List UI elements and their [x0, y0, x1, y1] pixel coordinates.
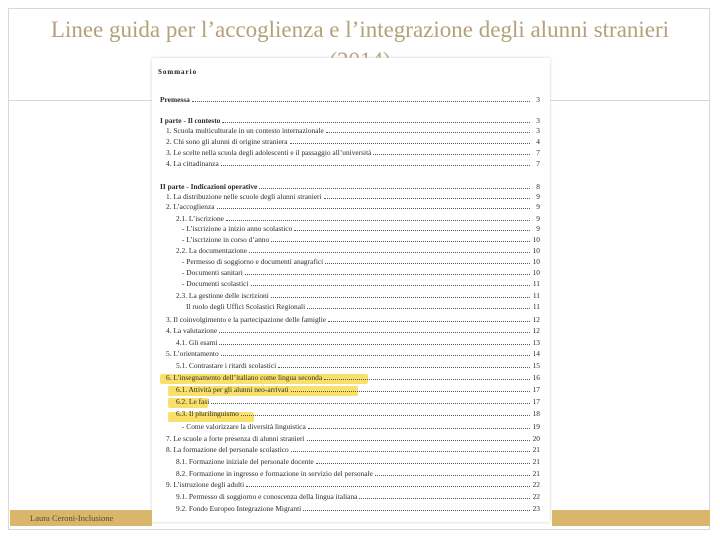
toc-dot-leader — [316, 463, 530, 464]
toc-dot-leader — [249, 252, 530, 253]
toc-entry — [160, 115, 540, 125]
toc-entry-title: 2. Chi sono gli alunni di origine straniera — [166, 137, 288, 146]
toc-dot-leader — [217, 208, 530, 209]
toc-entry — [166, 325, 540, 335]
toc-entry-page: 12 — [532, 315, 540, 324]
toc-entry-title: 8.1. Formazione iniziale del personale docente — [176, 457, 314, 466]
toc-entry — [166, 191, 540, 201]
toc-entry-title: 2.1. L’iscrizione — [176, 214, 224, 223]
toc-entry — [176, 396, 540, 406]
toc-dot-leader — [259, 188, 530, 189]
toc-entry-title: 9.1. Permesso di soggiorno e conoscenza della lingua italiana — [176, 492, 358, 501]
toc-dot-leader — [324, 198, 530, 199]
toc-entry — [176, 408, 540, 418]
toc-entry — [160, 181, 540, 191]
toc-entry-page: 11 — [532, 291, 540, 300]
toc-dot-leader — [221, 355, 530, 356]
toc-entry-title: 9.2. Fondo Europeo Integrazione Migranti — [176, 504, 302, 513]
footer-author: Laura Ceroni-Inclusione — [10, 510, 152, 526]
toc-entry-title: - Permesso di soggiorno e documenti anagrafici — [182, 257, 324, 266]
toc-entry — [166, 479, 540, 489]
toc-entry — [166, 147, 540, 157]
toc-entry-title: 6.3. Il plurilinguismo — [176, 409, 239, 418]
toc-entry-page: 14 — [532, 349, 540, 358]
toc-entry — [176, 360, 540, 370]
toc-entry-page: 23 — [532, 504, 540, 513]
toc-entry-page: 17 — [532, 385, 540, 394]
toc-entry-page: 17 — [532, 397, 540, 406]
toc-dot-leader — [308, 428, 530, 429]
toc-entry — [176, 468, 540, 478]
slide-title: Linee guida per l’accoglienza e l’integrazione degli alunni stranieri — [50, 17, 670, 42]
toc-entry-title: 6. L’insegnamento dell’italiano come lingua seconda — [166, 373, 323, 382]
toc-entry — [176, 213, 540, 223]
toc-entry-page: 22 — [532, 492, 540, 501]
toc-dot-leader — [245, 274, 530, 275]
toc-entry-page: 21 — [532, 445, 540, 454]
toc-entry — [166, 158, 540, 168]
toc-entry-page: 22 — [532, 480, 540, 489]
toc-entry-title: 3. Le scelte nella scuola degli adolescenti e il passaggio all’università — [166, 148, 372, 157]
toc-entry — [186, 301, 540, 311]
toc-entry — [176, 337, 540, 347]
toc-entry — [166, 125, 540, 135]
toc-dot-leader — [219, 344, 530, 345]
toc-entry — [182, 421, 540, 431]
toc-dot-leader — [375, 475, 530, 476]
toc-entry — [166, 433, 540, 443]
toc-entry-title: I parte - Il contesto — [160, 116, 221, 125]
toc-entry-title: 5.1. Contrastare i ritardi scolastici — [176, 361, 277, 370]
toc-entry-title: Premessa — [160, 95, 190, 104]
toc-entry-title: 4. La cittadinanza — [166, 159, 219, 168]
toc-entry-page: 15 — [532, 361, 540, 370]
toc-entry-title: 1. La distribuzione nelle scuole degli alunni stranieri — [166, 192, 322, 201]
toc-entry-page: 20 — [532, 434, 540, 443]
toc-entry-page: 10 — [532, 257, 540, 266]
toc-dot-leader — [278, 367, 530, 368]
toc-entry-title: 1. Scuola multiculturale in un contesto internazionale — [166, 126, 324, 135]
toc-dot-leader — [251, 285, 531, 286]
toc-entry-page: 7 — [536, 159, 540, 168]
toc-entry-title: 8.2. Formazione in ingresso e formazione in servizio del personale — [176, 469, 373, 478]
toc-entry-page: 13 — [532, 338, 540, 347]
toc-entry-page: 10 — [532, 246, 540, 255]
toc-dot-leader — [303, 510, 530, 511]
toc-dot-leader — [307, 440, 530, 441]
toc-entry-page: 10 — [532, 235, 540, 244]
toc-entry-page: 3 — [536, 116, 540, 125]
toc-entry-page: 7 — [536, 148, 540, 157]
toc-entry — [166, 136, 540, 146]
document-heading: Sommario — [158, 68, 198, 76]
toc-entry-title: 8. La formazione del personale scolastico — [166, 445, 289, 454]
document-scan — [152, 58, 550, 522]
toc-entry — [166, 444, 540, 454]
toc-entry-page: 18 — [532, 409, 540, 418]
toc-dot-leader — [291, 391, 530, 392]
toc-entry — [166, 348, 540, 358]
toc-entry-title: - Come valorizzare la diversità linguistica — [182, 422, 306, 431]
toc-dot-leader — [226, 220, 530, 221]
toc-entry-title: 4. La valutazione — [166, 326, 218, 335]
toc-entry — [182, 223, 540, 233]
toc-dot-leader — [221, 165, 530, 166]
toc-entry-title: 3. Il coinvolgimento e la partecipazione delle famiglie — [166, 315, 327, 324]
toc-dot-leader — [192, 101, 530, 102]
toc-entry-page: 16 — [532, 373, 540, 382]
toc-entry-title: 4.1. Gli esami — [176, 338, 218, 347]
toc-dot-leader — [326, 132, 530, 133]
toc-entry-page: 9 — [536, 214, 540, 223]
toc-entry — [176, 245, 540, 255]
toc-entry-title: - L’iscrizione a inizio anno scolastico — [182, 224, 293, 233]
toc-dot-leader — [359, 498, 530, 499]
toc-dot-leader — [246, 486, 530, 487]
toc-entry-title: 6.2. Le fasi — [176, 397, 210, 406]
toc-entry-title: 9. L’istruzione degli adulti — [166, 480, 245, 489]
toc-dot-leader — [211, 403, 530, 404]
toc-entry — [182, 267, 540, 277]
toc-entry-title: 5. L’orientamento — [166, 349, 219, 358]
toc-entry-title: 7. Le scuole a forte presenza di alunni stranieri — [166, 434, 305, 443]
toc-entry — [176, 290, 540, 300]
toc-entry — [166, 201, 540, 211]
toc-entry — [182, 278, 540, 288]
toc-entry-title: - Documenti scolastici — [182, 279, 249, 288]
toc-dot-leader — [290, 143, 530, 144]
toc-entry-title: II parte - Indicazioni operative — [160, 182, 258, 191]
toc-dot-leader — [325, 263, 530, 264]
toc-entry-title: 2.2. La documentazione — [176, 246, 248, 255]
toc-entry — [166, 372, 540, 382]
toc-dot-leader — [328, 321, 530, 322]
toc-entry-page: 9 — [536, 224, 540, 233]
toc-dot-leader — [219, 332, 530, 333]
toc-entry — [166, 314, 540, 324]
toc-entry-page: 11 — [532, 302, 540, 311]
toc-dot-leader — [294, 230, 530, 231]
toc-entry-title: - Documenti sanitari — [182, 268, 243, 277]
toc-entry-title: 2.3. La gestione delle iscrizioni — [176, 291, 269, 300]
toc-entry-page: 21 — [532, 469, 540, 478]
toc-entry-title: Il ruolo degli Uffici Scolastici Regionali — [186, 302, 306, 311]
toc-entry — [160, 94, 540, 104]
toc-entry-page: 10 — [532, 268, 540, 277]
toc-entry-page: 12 — [532, 326, 540, 335]
toc-entry — [176, 456, 540, 466]
toc-entry-page: 4 — [536, 137, 540, 146]
toc-entry-page: 21 — [532, 457, 540, 466]
toc-entry-page: 8 — [536, 182, 540, 191]
toc-entry — [176, 384, 540, 394]
toc-dot-leader — [271, 241, 530, 242]
toc-entry — [176, 491, 540, 501]
toc-dot-leader — [307, 308, 530, 309]
toc-dot-leader — [373, 154, 530, 155]
toc-entry-page: 9 — [536, 202, 540, 211]
toc-entry-page: 3 — [536, 95, 540, 104]
toc-entry — [176, 503, 540, 513]
toc-dot-leader — [324, 379, 530, 380]
toc-entry-title: 6.1. Attività per gli alunni neo-arrivati — [176, 385, 289, 394]
toc-entry-page: 19 — [532, 422, 540, 431]
toc-dot-leader — [271, 297, 530, 298]
toc-dot-leader — [291, 451, 530, 452]
toc-dot-leader — [222, 122, 530, 123]
toc-entry — [182, 234, 540, 244]
toc-dot-leader — [241, 415, 530, 416]
toc-entry-title: - L’iscrizione in corso d’anno — [182, 235, 270, 244]
toc-entry-title: 2. L’accoglienza — [166, 202, 215, 211]
toc-entry-page: 11 — [532, 279, 540, 288]
toc-entry-page: 9 — [536, 192, 540, 201]
toc-entry — [182, 256, 540, 266]
footer-bar — [552, 510, 710, 526]
table-of-contents — [152, 58, 550, 522]
toc-entry-page: 3 — [536, 126, 540, 135]
